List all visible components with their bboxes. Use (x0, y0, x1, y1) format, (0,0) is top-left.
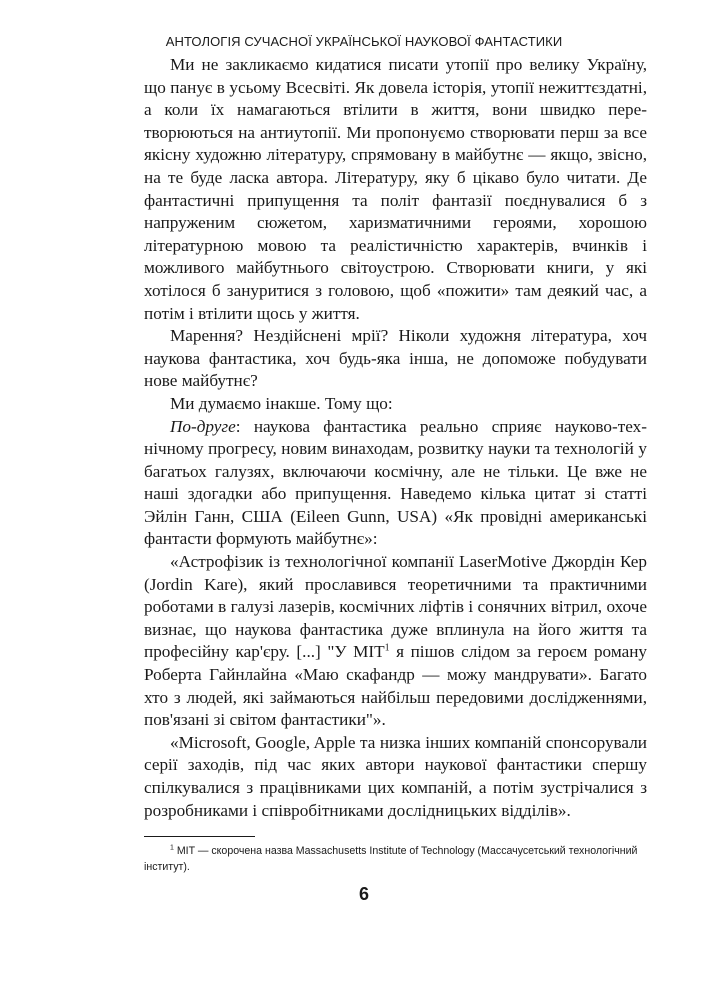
paragraph-5-part-2: я пішов слідом за героєм роману Роберта Гайнлайна «Маю скафандр — можу мандрувати». Багато хто з людей, які займаються найбільш передовими дослідженнями, пов'язані зі світом фантастики"». (144, 642, 647, 730)
paragraph-4 (144, 416, 647, 552)
page-number: 6 (358, 884, 369, 904)
running-header: АНТОЛОГІЯ СУЧАСНОЇ УКРАЇНСЬКОЇ НАУКОВОЇ ФАНТАСТИКИ (165, 34, 563, 49)
paragraph-2: Марення? Нездійснені мрії? Ніколи художня література, хоч наукова фантастика, хоч будь-яка інша, не допоможе побудувати нове майбутнє? (144, 326, 647, 391)
paragraph-6: «Microsoft, Google, Apple та низка інших компаній спонсорували серії заходів, під час яких автори наукової фантастики спершу спілкувалися з працівниками цих компаній, а потім зустрічалися з розробниками і співробітниками дослідницьких відділів». (144, 732, 647, 820)
paragraph-5 (144, 551, 647, 732)
footnote-divider (144, 836, 255, 837)
footnote-reference: 1 (384, 642, 390, 654)
footnote (144, 843, 647, 875)
paragraph-4-lead: По-друге (170, 416, 236, 436)
main-text (144, 54, 647, 822)
paragraph-3: Ми думаємо інакше. Тому що: (170, 393, 393, 413)
paragraph-1: Ми не закликаємо кидатися писати утопії про велику Україну, що панує в усьому Всесвіті. Як довела історія, утопії нежиттєздатні, а коли їх намагаються втілити в життя, вони швидко перетворюються на антиутопії. Ми пропонуємо створювати перш за все якісну художню літературу, спрямовану в майбутнє — якщо, звісно, на те буде ласка автора. Літературу, яку б цікаво було читати. Де фантастичні припущення та політ фантазії поєднувалися б з напруженим сюжетом, харизматичними героями, хорошою літературною мовою та реалістичністю характерів, вчинків і можливого майбутнього світоустрою. Створювати книги, у які хотілося б зануритися з головою, щоб «пожити» там деякий час, а потім і втілити щось у життя. (144, 55, 647, 323)
footnote-text: MIT — скорочена назва Massachusetts Institute of Technology (Массачусетський технологічний інститут). (144, 845, 638, 873)
paragraph-4-rest: : наукова фантастика реально сприяє науково-технічному прогресу, новим винаходам, розвитку науки та технологій у багатьох галузях, включаючи космічну, але не тільки. Це вже не наші здогадки або припущення. Наведемо кілька цитат зі статті Эйлін Ганн, США (Eileen Gunn, USA) «Як провідні американські фантасти формують майбутнє»: (144, 416, 647, 549)
footnote-marker: 1 (170, 844, 174, 852)
paragraph-5-part-1: «Астрофізик із технологічної компанії LaserMotive Джордін Кер (Jordin Kare), який прославився теоретичними та практичними роботами в галузі лазерів, космічних ліфтів і сонячних вітрил, охоче визнає, що наукова фантастика дуже вплинула на його життя та професійну кар'єру. [...] "У MIT (144, 552, 647, 662)
